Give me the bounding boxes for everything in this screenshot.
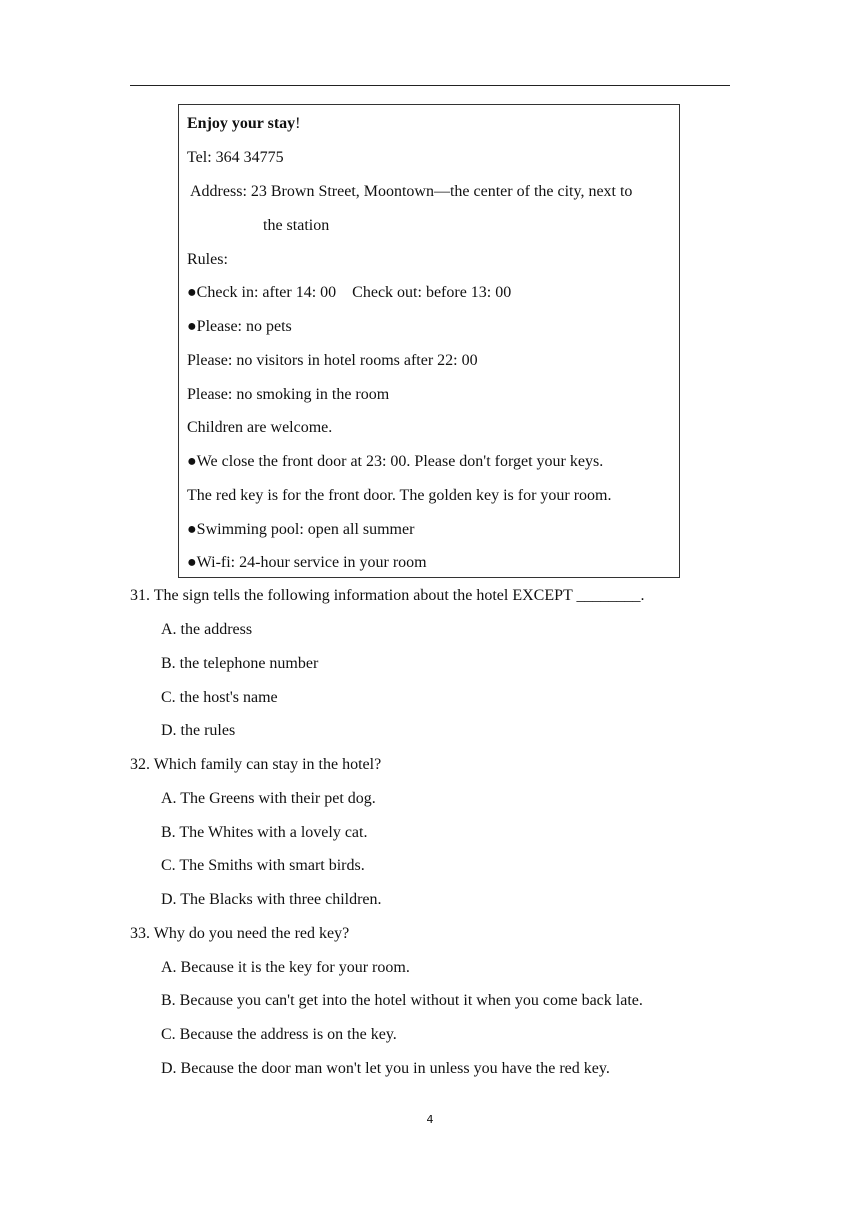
question-32: 32. Which family can stay in the hotel? xyxy=(130,756,382,773)
notice-tel: Tel: 364 34775 xyxy=(187,149,284,166)
question-31: 31. The sign tells the following information about the hotel EXCEPT ________. xyxy=(130,587,645,604)
header-rule xyxy=(130,85,730,86)
option-32-a: A. The Greens with their pet dog. xyxy=(161,790,376,807)
notice-rule: Please: no visitors in hotel rooms after 22: 00 xyxy=(187,352,478,369)
option-33-b: B. Because you can't get into the hotel without it when you come back late. xyxy=(161,992,643,1009)
notice-rule: Please: no smoking in the room xyxy=(187,386,390,403)
notice-title: Enjoy your stay! xyxy=(187,115,301,132)
notice-rule: ●Check in: after 14: 00 Check out: before 13: 00 xyxy=(187,284,512,301)
option-33-d: D. Because the door man won't let you in unless you have the red key. xyxy=(161,1060,610,1077)
option-31-c: C. the host's name xyxy=(161,689,278,706)
notice-rule: ●Wi-fi: 24-hour service in your room xyxy=(187,554,427,571)
notice-rule: Children are welcome. xyxy=(187,419,333,436)
notice-rule: The red key is for the front door. The golden key is for your room. xyxy=(187,487,612,504)
notice-address: Address: 23 Brown Street, Moontown—the center of the city, next to xyxy=(190,183,633,200)
option-31-d: D. the rules xyxy=(161,722,236,739)
question-33: 33. Why do you need the red key? xyxy=(130,925,350,942)
option-31-a: A. the address xyxy=(161,621,253,638)
option-33-c: C. Because the address is on the key. xyxy=(161,1026,397,1043)
option-32-b: B. The Whites with a lovely cat. xyxy=(161,824,368,841)
option-32-c: C. The Smiths with smart birds. xyxy=(161,857,365,874)
option-33-a: A. Because it is the key for your room. xyxy=(161,959,410,976)
notice-rules-label: Rules: xyxy=(187,251,228,268)
notice-rule: ●We close the front door at 23: 00. Please don't forget your keys. xyxy=(187,453,604,470)
notice-rule: ●Swimming pool: open all summer xyxy=(187,521,415,538)
notice-rule: ●Please: no pets xyxy=(187,318,292,335)
hotel-notice-box xyxy=(178,104,680,578)
option-31-b: B. the telephone number xyxy=(161,655,319,672)
option-32-d: D. The Blacks with three children. xyxy=(161,891,382,908)
notice-address-cont: the station xyxy=(263,217,330,234)
page-number: 4 xyxy=(426,1113,434,1126)
